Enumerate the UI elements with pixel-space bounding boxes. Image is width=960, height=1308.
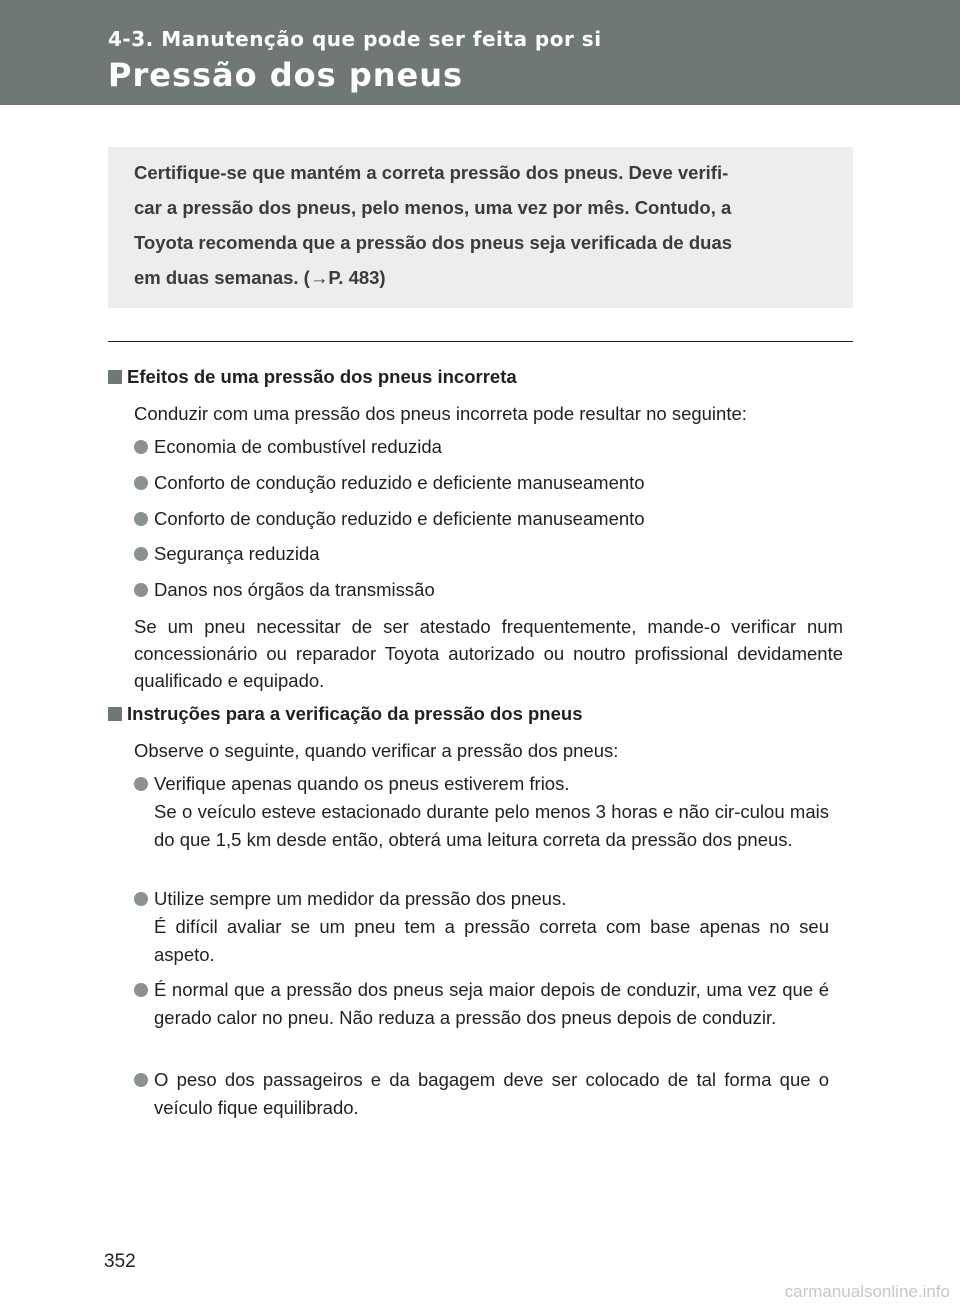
- circle-bullet-icon: [134, 583, 148, 597]
- circle-bullet-icon: [134, 476, 148, 490]
- circle-bullet-icon: [134, 777, 148, 791]
- square-bullet-icon: [108, 370, 122, 384]
- section-intro: Conduzir com uma pressão dos pneus incorreta pode resultar no seguinte:: [134, 403, 747, 424]
- section-heading-effects: [108, 366, 853, 388]
- list-item-text: Economia de combustível reduzida: [154, 436, 442, 457]
- circle-bullet-icon: [134, 983, 148, 997]
- square-bullet-icon: [108, 707, 122, 721]
- circle-bullet-icon: [134, 1073, 148, 1087]
- intro-line: Toyota recomenda que a pressão dos pneus seja verificada de duas: [134, 232, 733, 253]
- list-item-text: É normal que a pressão dos pneus seja maior depois de conduzir, uma vez que é gerado calor no pneu. Não reduza a pressão dos pneus depois de conduzir.: [154, 979, 829, 1028]
- intro-line: car a pressão dos pneus, pelo menos, uma vez por mês. Contudo, a: [134, 197, 732, 218]
- list-item-text: [154, 885, 829, 969]
- page-number: 352: [104, 1251, 136, 1272]
- intro-text: [134, 155, 826, 295]
- section-title: 4-3. Manutenção que pode ser feita por si: [108, 27, 602, 51]
- list-item-text: Segurança reduzida: [154, 543, 320, 564]
- circle-bullet-icon: [134, 547, 148, 561]
- heading-text: Instruções para a verificação da pressão dos pneus: [127, 703, 583, 724]
- circle-bullet-icon: [134, 512, 148, 526]
- heading-text: Efeitos de uma pressão dos pneus incorreta: [127, 366, 517, 387]
- circle-bullet-icon: [134, 440, 148, 454]
- watermark: carmanualsonline.info: [784, 1282, 950, 1301]
- intro-line: Certifique-se que mantém a correta pressão dos pneus. Deve verifi-: [134, 162, 729, 183]
- divider: [108, 341, 853, 342]
- list-item-text: [154, 770, 829, 854]
- section-closing: Se um pneu necessitar de ser atestado frequentemente, mande-o verificar num concessionário ou reparador Toyota autorizado ou noutro profissional devidamente qualificado e equipado.: [134, 616, 843, 691]
- list-item-detail: É difícil avaliar se um pneu tem a pressão correta com base apenas no seu aspeto.: [154, 916, 829, 965]
- list-item-text: Danos nos órgãos da transmissão: [154, 579, 435, 600]
- intro-line: em duas semanas. (→P. 483): [134, 267, 386, 288]
- list-item-detail: Se o veículo esteve estacionado durante pelo menos 3 horas e não cir-culou mais do que 1,5 km desde então, obterá uma leitura correta da pressão dos pneus.: [154, 801, 829, 850]
- section-intro: Observe o seguinte, quando verificar a pressão dos pneus:: [134, 740, 619, 761]
- header-bar: [0, 0, 960, 105]
- list-item-text: Conforto de condução reduzido e deficiente manuseamento: [154, 472, 645, 493]
- list-item-main: Verifique apenas quando os pneus estiverem frios.: [154, 773, 570, 794]
- list-item-text: Conforto de condução reduzido e deficiente manuseamento: [154, 508, 645, 529]
- list-item-text: O peso dos passageiros e da bagagem deve ser colocado de tal forma que o veículo fique equilibrado.: [154, 1069, 829, 1118]
- section-heading-instructions: [108, 703, 853, 725]
- list-item-main: Utilize sempre um medidor da pressão dos pneus.: [154, 888, 567, 909]
- circle-bullet-icon: [134, 892, 148, 906]
- page-title: Pressão dos pneus: [108, 56, 464, 94]
